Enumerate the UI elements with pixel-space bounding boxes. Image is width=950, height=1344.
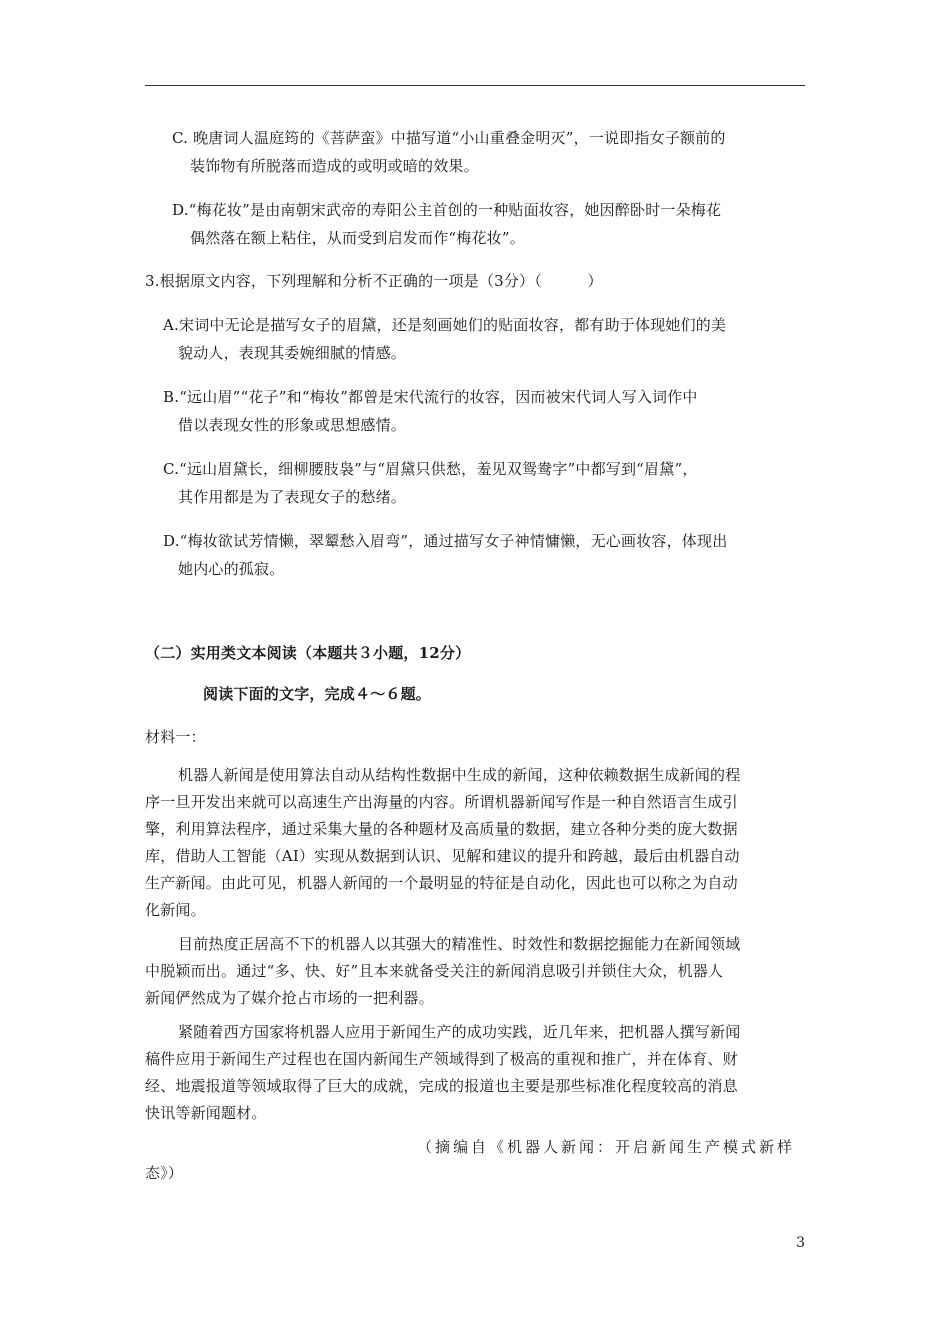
option-c-line1: C. 晚唐词人温庭筠的《菩萨蛮》中描写道“小山重叠金明灭”，一说即指女子额前的 — [172, 129, 726, 147]
section-heading: （二）实用类文本阅读（本题共３小题，12分） — [145, 644, 471, 662]
option-d-line2: 偶然落在额上粘住，从而受到启发而作“梅花妆”。 — [190, 229, 525, 247]
para1-line2: 序一旦开发出来就可以高速生产出海量的内容。所谓机器新闻写作是一种自然语言生成引 — [145, 793, 738, 811]
question-3-stem: 3.根据原文内容，下列理解和分析不正确的一项是（3分）（ ） — [145, 272, 603, 290]
para2-line1: 目前热度正居高不下的机器人以其强大的精准性、时效性和数据挖掘能力在新闻领域 — [178, 935, 741, 953]
para1-line1: 机器人新闻是使用算法自动从结构性数据中生成的新闻，这种依赖数据生成新闻的程 — [178, 766, 741, 784]
para1-line4: 库，借助人工智能（AI）实现从数据到认识、见解和建议的提升和跨越，最后由机器自动 — [145, 847, 740, 865]
q3-option-a-line1: A.宋词中无论是描写女子的眉黛，还是刻画她们的贴面妆容，都有助于体现她们的美 — [163, 316, 727, 334]
reading-instruction: 阅读下面的文字，完成４～６题。 — [203, 685, 432, 703]
option-c-line2: 装饰物有所脱落而造成的或明或暗的效果。 — [190, 157, 479, 175]
source-line2: 态》） — [145, 1164, 184, 1182]
para1-line6: 化新闻。 — [145, 901, 206, 919]
q3-option-d-line1: D.“梅妆欲试芳情懒，翠颦愁入眉弯”，通过描写女子神情慵懒，无心画妆容，体现出 — [163, 532, 728, 550]
para3-line2: 稿件应用于新闻生产过程也在国内新闻生产领域得到了极高的重视和推广，并在体育、财 — [145, 1050, 738, 1068]
para3-line3: 经、地震报道等领域取得了巨大的成就，完成的报道也主要是那些标准化程度较高的消息 — [145, 1077, 738, 1095]
option-d-line1: D.“梅花妆”是由南朝宋武帝的寿阳公主首创的一种贴面妆容，她因醉卧时一朵梅花 — [172, 201, 722, 219]
q3-option-c-line1: C.“远山眉黛长，细柳腰肢袅”与“眉黛只供愁，羞见双鸳鸯字”中都写到“眉黛”， — [163, 460, 698, 478]
para1-line5: 生产新闻。由此可见，机器人新闻的一个最明显的特征是自动化，因此也可以称之为自动 — [145, 874, 738, 892]
q3-option-d-line2: 她内心的孤寂。 — [178, 560, 285, 578]
para2-line2: 中脱颖而出。通过“多、快、好”且本来就备受关注的新闻消息吸引并锁住大众，机器人 — [145, 962, 724, 980]
q3-option-b-line2: 借以表现女性的形象或思想感情。 — [178, 416, 407, 434]
para3-line4: 快讯等新闻题材。 — [145, 1104, 267, 1122]
para1-line3: 擎，利用算法程序，通过采集大量的各种题材及高质量的数据，建立各种分类的庞大数据 — [145, 820, 738, 838]
q3-option-c-line2: 其作用都是为了表现女子的愁绪。 — [178, 488, 407, 506]
page-number: 3 — [796, 1235, 805, 1251]
para3-line1: 紧随着西方国家将机器人应用于新闻生产的成功实践，近几年来，把机器人撰写新闻 — [178, 1023, 741, 1041]
source-line1: （摘编自《机器人新闻：开启新闻生产模式新样 — [417, 1138, 796, 1156]
para2-line3: 新闻俨然成为了媒介抢占市场的一把利器。 — [145, 989, 434, 1007]
q3-option-b-line1: B.“远山眉”“花子”和“梅妆”都曾是宋代流行的妆容，因而被宋代词人写入词作中 — [163, 388, 698, 406]
q3-option-a-line2: 貌动人，表现其委婉细腻的情感。 — [178, 344, 407, 362]
header-rule — [145, 85, 805, 86]
material-label: 材料一： — [145, 728, 206, 746]
